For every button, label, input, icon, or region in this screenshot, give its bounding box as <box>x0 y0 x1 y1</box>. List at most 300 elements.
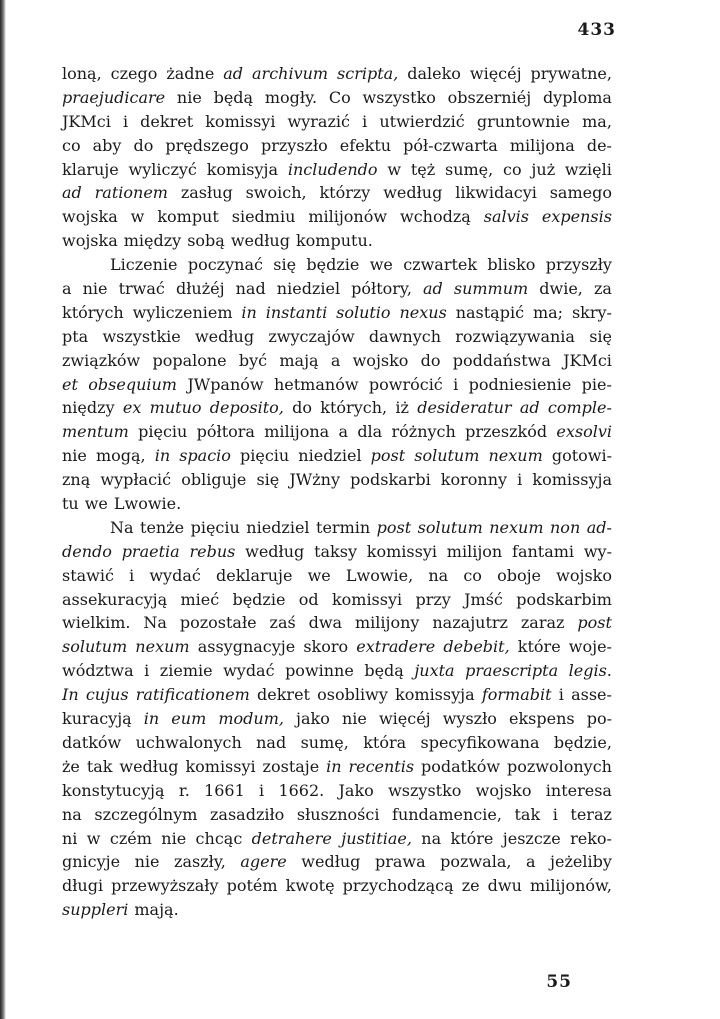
word: co <box>463 565 482 585</box>
word: skry- <box>571 302 612 322</box>
word: więcéj <box>469 64 522 83</box>
word: In <box>62 685 79 705</box>
word: przy <box>415 589 451 609</box>
text-line <box>62 181 612 205</box>
word: wojska <box>62 231 118 251</box>
word: komissyja <box>532 470 612 490</box>
word: oboje <box>497 565 542 585</box>
word: asse- <box>571 685 612 705</box>
word: na <box>62 804 82 824</box>
word: r. <box>178 780 190 800</box>
word: ziemie <box>159 661 213 681</box>
word: niedziel <box>246 517 310 537</box>
word: prawa <box>374 852 426 872</box>
word: powinne <box>285 661 354 681</box>
word: pięciu <box>240 446 290 466</box>
word: i <box>122 111 129 131</box>
word: nad <box>235 279 266 299</box>
word: wyliczyć <box>128 159 197 179</box>
word: utwierdzić <box>379 111 465 131</box>
text-line <box>62 468 612 492</box>
word: półtory, <box>351 279 412 299</box>
word: includendo <box>287 159 378 179</box>
page-binding-edge <box>0 0 6 1019</box>
word: zaszły, <box>174 852 226 872</box>
text-line <box>62 707 612 731</box>
word: niędzy <box>62 398 115 418</box>
word: i <box>453 374 459 394</box>
word: gotowi- <box>551 446 612 466</box>
word: co <box>62 135 81 155</box>
word: trwać <box>118 279 165 299</box>
word: ma, <box>582 111 612 131</box>
text-line <box>62 158 612 182</box>
text-line <box>62 683 612 707</box>
word: na <box>421 828 442 848</box>
word: zaś <box>269 613 296 633</box>
word: milijonów <box>308 207 388 227</box>
word: post <box>376 517 412 537</box>
text-line <box>62 659 612 683</box>
word: ma; <box>532 302 564 322</box>
text-line <box>62 301 612 325</box>
word: zasług <box>180 183 233 203</box>
word: skoro <box>303 637 349 657</box>
text-line <box>62 373 612 397</box>
word: do <box>292 398 313 418</box>
word: suppleri <box>62 900 129 920</box>
word: gruntownie <box>476 111 571 131</box>
word: ad <box>519 398 540 418</box>
word: pozwala, <box>440 852 512 872</box>
word: nie <box>62 446 87 466</box>
word: Co <box>328 87 351 107</box>
paragraph <box>62 516 612 922</box>
word: mogły. <box>264 87 318 107</box>
word: którzy <box>319 183 371 203</box>
text-line <box>62 253 612 277</box>
word: zostaje <box>262 756 320 776</box>
word: tęż <box>410 159 436 179</box>
word: pie- <box>581 374 612 394</box>
word: i <box>259 780 265 800</box>
word: wszystko <box>362 87 436 107</box>
word: podskarbi <box>350 470 431 490</box>
word: pół-czwarta <box>403 135 498 155</box>
text-line <box>62 588 612 612</box>
word: post <box>577 613 612 633</box>
word: długi <box>62 876 104 896</box>
word: mają. <box>134 900 179 920</box>
word: mutuo <box>149 398 202 418</box>
word: jako <box>296 709 330 729</box>
word: praescripta <box>465 661 559 681</box>
word: powrócić <box>368 374 443 394</box>
word: tak <box>514 804 541 824</box>
text-line <box>62 86 612 110</box>
word: milijonów, <box>530 876 612 896</box>
word: non <box>550 517 581 537</box>
word: instanti <box>265 302 328 322</box>
word: według <box>119 756 179 776</box>
word: mogą, <box>95 446 146 466</box>
word: do <box>420 350 441 370</box>
word: de- <box>586 135 612 155</box>
word: wydać <box>149 565 201 585</box>
word: milijona <box>264 422 330 442</box>
word: solutum <box>414 446 480 466</box>
word: Na <box>143 613 167 633</box>
word: i <box>144 661 150 681</box>
word: poddaństwa <box>452 350 551 370</box>
word: uchwalonych <box>135 732 242 752</box>
word: w <box>387 159 402 179</box>
text-line <box>62 850 612 874</box>
word: nexum <box>489 517 544 537</box>
word: zną <box>62 470 91 490</box>
word: rebus <box>189 541 236 561</box>
word: półtora <box>196 422 255 442</box>
word: komissyja <box>395 685 475 705</box>
word: wszystkie <box>102 326 181 346</box>
word: wzięli <box>564 159 612 179</box>
text-line <box>62 635 612 659</box>
word: podatków <box>420 756 501 776</box>
word: archivum <box>252 64 329 83</box>
word: tak <box>86 756 113 776</box>
word: a <box>62 279 72 299</box>
word: siedmiu <box>231 207 296 227</box>
word: nie <box>341 709 367 729</box>
text-line <box>62 277 612 301</box>
word: dla <box>357 422 383 442</box>
word: pozostałe <box>179 613 257 633</box>
word: wyliczeniem <box>132 302 233 322</box>
word: ad <box>223 64 244 83</box>
word: przyszły <box>545 255 612 275</box>
word: deposito, <box>209 398 284 418</box>
word: słuszności <box>296 804 380 824</box>
word: samego <box>549 183 612 203</box>
word: spacio <box>179 446 231 466</box>
word: do <box>133 135 154 155</box>
word: obszerniéj <box>447 87 532 107</box>
word: agere <box>240 852 287 872</box>
word: po- <box>586 709 612 729</box>
word: ekspens <box>509 709 575 729</box>
word: exsolvi <box>556 422 612 442</box>
word: podniesienie <box>468 374 572 394</box>
word: według <box>301 852 361 872</box>
word: komissyi <box>366 541 437 561</box>
text-line <box>62 62 612 86</box>
word: przychodzącą <box>342 876 454 896</box>
word: Jako <box>338 780 374 800</box>
word: czém <box>109 828 152 848</box>
word: ad- <box>586 517 612 537</box>
word: i <box>129 565 135 585</box>
word: szczególnym <box>94 804 198 824</box>
word: extradere <box>356 637 436 657</box>
text-line <box>62 611 612 635</box>
word: za <box>593 279 612 299</box>
word: niedziel <box>298 446 362 466</box>
word: dawnych <box>368 326 442 346</box>
word: nexum <box>488 446 543 466</box>
word: dwie, <box>539 279 583 299</box>
text-line <box>62 205 612 229</box>
word: wojsko <box>556 565 612 585</box>
word: Jmść <box>464 589 503 609</box>
word: aby <box>92 135 122 155</box>
word: loną, <box>62 64 102 83</box>
word: formabit <box>481 685 552 705</box>
word: detrahere <box>251 828 332 848</box>
word: blisko <box>487 255 536 275</box>
word: ze <box>461 876 480 896</box>
word: ad <box>62 183 82 203</box>
word: być <box>238 350 268 370</box>
word: mieć <box>180 589 220 609</box>
word: się <box>273 255 297 275</box>
word: nie <box>176 87 202 107</box>
word: kwotę <box>285 876 335 896</box>
word: między <box>123 231 182 251</box>
word: się <box>256 470 280 490</box>
word: będą <box>213 87 254 107</box>
word: których <box>62 302 124 322</box>
word: od <box>298 589 319 609</box>
word: na <box>428 565 449 585</box>
word: JWżny <box>289 470 340 490</box>
word: koronny <box>440 470 508 490</box>
word: interesa <box>545 780 612 800</box>
word: według <box>383 183 443 203</box>
word: czego <box>110 64 158 83</box>
word: nie <box>161 828 187 848</box>
word: ad <box>423 279 443 299</box>
word: we <box>84 494 108 514</box>
word: przyszło <box>260 135 328 155</box>
word: dendo <box>62 541 112 561</box>
word: już <box>531 159 556 179</box>
word: nazajutrz <box>432 613 508 633</box>
word: praejudicare <box>62 87 166 107</box>
word: nastąpić <box>455 302 525 322</box>
word: i <box>362 111 368 131</box>
word: dyploma <box>542 87 612 107</box>
word: milijon <box>446 541 503 561</box>
word: daleko <box>407 64 461 83</box>
text-line <box>62 325 612 349</box>
word: różnych <box>391 422 456 442</box>
word: komput <box>157 207 219 227</box>
word: się <box>589 326 612 346</box>
word: dwu <box>487 876 522 896</box>
word: komisyja <box>206 159 279 179</box>
word: efektu <box>339 135 392 155</box>
word: pięciu <box>138 422 188 442</box>
word: podskarbim <box>516 589 612 609</box>
text-line <box>62 827 612 851</box>
word: a <box>330 350 341 370</box>
word: wyszło <box>442 709 497 729</box>
word: obliguje <box>181 470 247 490</box>
word: Na <box>110 517 134 537</box>
word: i <box>558 685 564 705</box>
word: pozwolonych <box>506 756 612 776</box>
word: solutum <box>62 637 128 657</box>
word: komissyi <box>331 589 403 609</box>
word: będzie <box>306 255 360 275</box>
word: wielkim. <box>62 613 131 633</box>
word: Lwowie. <box>113 494 182 514</box>
word: dekret <box>257 685 310 705</box>
word: co <box>503 159 522 179</box>
word: reko- <box>570 828 612 848</box>
word: hetmanów <box>273 374 359 394</box>
word: recentis <box>348 756 415 776</box>
word: wództwa <box>62 661 134 681</box>
text-line <box>62 396 612 420</box>
word: potém <box>226 876 278 896</box>
word: praetia <box>121 541 180 561</box>
word: scripta, <box>337 64 399 83</box>
word: przeszkód <box>465 422 548 442</box>
word: wojsko <box>352 350 409 370</box>
text-line <box>62 898 612 922</box>
word: datków <box>62 732 122 752</box>
word: mają <box>279 350 319 370</box>
word: sumę, <box>444 159 494 179</box>
word: osobliwy <box>317 685 388 705</box>
word: assygnacyje <box>197 637 296 657</box>
word: będzie <box>232 589 286 609</box>
word: Liczenie <box>110 255 178 275</box>
word: których, <box>320 398 388 418</box>
word: komissyi <box>205 111 276 131</box>
word: swoich, <box>245 183 307 203</box>
word: żadne <box>166 64 215 83</box>
word: desideratur <box>417 398 512 418</box>
word: które <box>517 637 561 657</box>
word: że <box>62 756 80 776</box>
word: prędszego <box>165 135 249 155</box>
text-line <box>62 229 612 253</box>
word: prywatne, <box>530 64 612 83</box>
text-line <box>62 420 612 444</box>
word: nexum <box>135 637 190 657</box>
word: pta <box>62 326 89 346</box>
text-line <box>62 349 612 373</box>
word: in <box>154 446 171 466</box>
word: 1662. <box>278 780 325 800</box>
word: poczynać <box>187 255 263 275</box>
word: według <box>230 231 290 251</box>
word: wchodzą <box>400 207 471 227</box>
word: deklaruje <box>215 565 293 585</box>
word: sobą <box>187 231 225 251</box>
word: według <box>245 541 305 561</box>
word: solutum <box>417 517 483 537</box>
word: i <box>552 804 558 824</box>
word: ni <box>62 828 78 848</box>
word: justitiae, <box>341 828 412 848</box>
word: ratificationem <box>135 685 250 705</box>
word: więcéj <box>378 709 431 729</box>
word: obsequium <box>88 374 177 394</box>
word: a <box>338 422 349 442</box>
word: będą <box>364 661 404 681</box>
word: dwa <box>308 613 343 633</box>
paragraph <box>62 62 612 253</box>
word: która <box>363 732 407 752</box>
word: i <box>517 470 523 490</box>
word: specyfikowana <box>420 732 540 752</box>
word: wszystko <box>388 780 462 800</box>
word: 1661 <box>204 780 245 800</box>
word: zwyczajów <box>268 326 355 346</box>
word: solutio <box>336 302 391 322</box>
text-line <box>62 134 612 158</box>
word: nie <box>134 852 160 872</box>
word: debebit, <box>443 637 510 657</box>
word: in <box>143 709 160 729</box>
word: termin <box>316 517 371 537</box>
word: związków <box>62 350 141 370</box>
word: ex <box>122 398 142 418</box>
word: tenże <box>140 517 185 537</box>
word: salvis <box>483 207 529 227</box>
word: rozwiązywania <box>455 326 575 346</box>
word: chcąc <box>195 828 243 848</box>
word: woje- <box>568 637 612 657</box>
word: mentum <box>62 422 129 442</box>
word: post <box>370 446 406 466</box>
text-line <box>62 492 612 516</box>
word: we <box>307 565 331 585</box>
word: we <box>369 255 393 275</box>
word: jeżeliby <box>550 852 612 872</box>
word: nie <box>82 279 108 299</box>
word: in <box>326 756 342 776</box>
word: teraz <box>570 804 612 824</box>
text-line <box>62 779 612 803</box>
word: a <box>525 852 536 872</box>
word: w <box>130 207 145 227</box>
word: wojska <box>62 207 118 227</box>
word: assekuracyją <box>62 589 168 609</box>
word: komissyi <box>185 756 256 776</box>
word: sumę, <box>300 732 349 752</box>
word: klaruje <box>62 159 119 179</box>
word: eum <box>171 709 207 729</box>
word: Lwowie, <box>345 565 414 585</box>
word: fantami <box>512 541 575 561</box>
text-line <box>62 755 612 779</box>
word: kuracyją <box>62 709 132 729</box>
word: milijona <box>509 135 575 155</box>
word: expensis <box>541 207 612 227</box>
word: popalone <box>152 350 227 370</box>
word: konstytucyją <box>62 780 165 800</box>
word: rationem <box>94 183 168 203</box>
word: tu <box>62 494 79 514</box>
word: dłużéj <box>175 279 225 299</box>
word: zasadziło <box>209 804 285 824</box>
paragraph <box>62 253 612 516</box>
word: które <box>450 828 494 848</box>
